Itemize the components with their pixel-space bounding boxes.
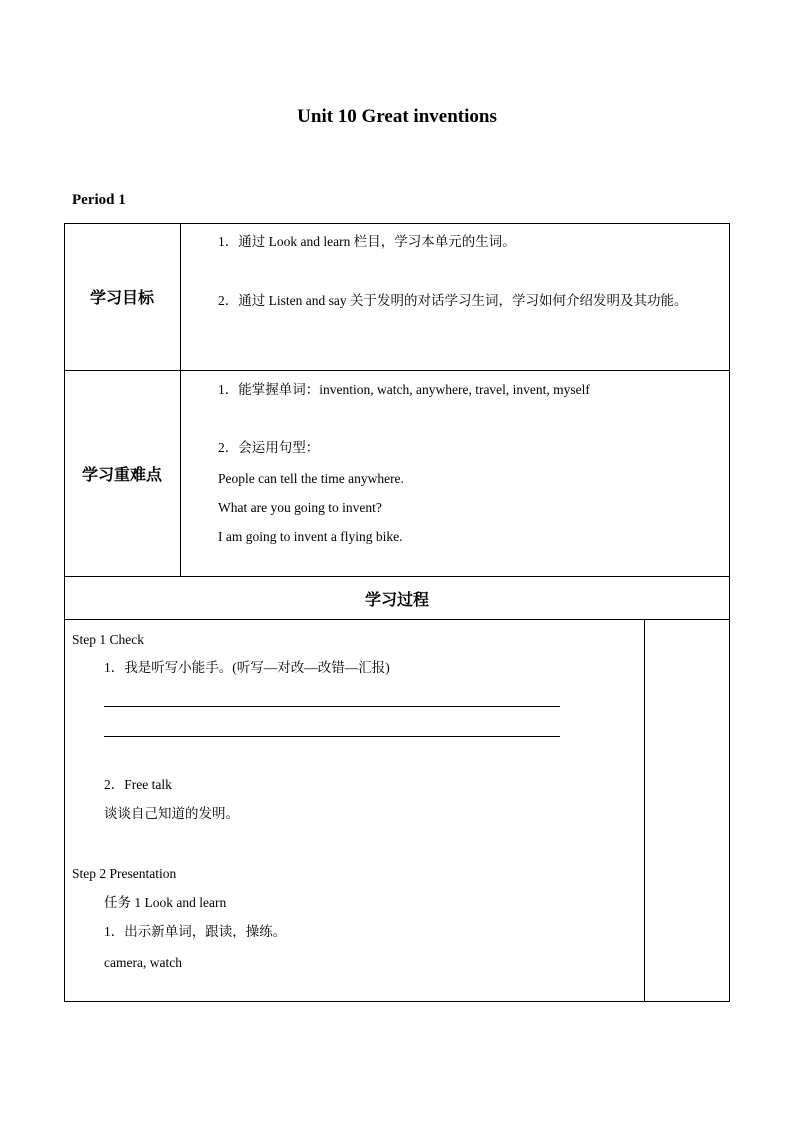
process-header: 学习过程 [364,589,429,609]
key-sentence: I am going to invent a flying bike. [218,529,403,544]
key-sentence: People can tell the time anywhere. [218,471,404,486]
step1-item-2: 2．Free talk [104,777,172,792]
key-point-item-1: 1．能掌握单词：invention, watch, anywhere, travel, invent, myself [218,382,590,397]
column-divider [180,223,181,576]
answer-blank-line[interactable] [104,706,560,707]
task1-title: 任务 1 Look and learn [104,895,227,910]
objective-item-1: 1．通过 Look and learn 栏目，学习本单元的生词。 [218,234,516,249]
column-divider [644,619,645,1002]
row-divider [64,619,730,620]
step1-item-1: 1．我是听写小能手。(听写—对改—改错—汇报) [104,660,390,675]
period-label: Period 1 [72,192,126,208]
key-point-item-2: 2．会运用句型： [218,440,320,455]
objective-item-2: 2．通过 Listen and say 关于发明的对话学习生词，学习如何介绍发明及其功能。 [218,293,688,308]
objectives-label: 学习目标 [89,288,154,307]
vocabulary-words: camera, watch [104,955,182,970]
step1-title: Step 1 Check [72,632,144,647]
step2-title: Step 2 Presentation [72,866,177,881]
key-points-label: 学习重难点 [81,464,162,484]
page-title: Unit 10 Great inventions [297,106,497,127]
step1-item-2-desc: 谈谈自己知道的发明。 [104,806,239,821]
task1-item-1: 1．出示新单词，跟读，操练。 [104,924,287,939]
answer-blank-line[interactable] [104,736,560,737]
key-sentence: What are you going to invent? [218,500,382,515]
